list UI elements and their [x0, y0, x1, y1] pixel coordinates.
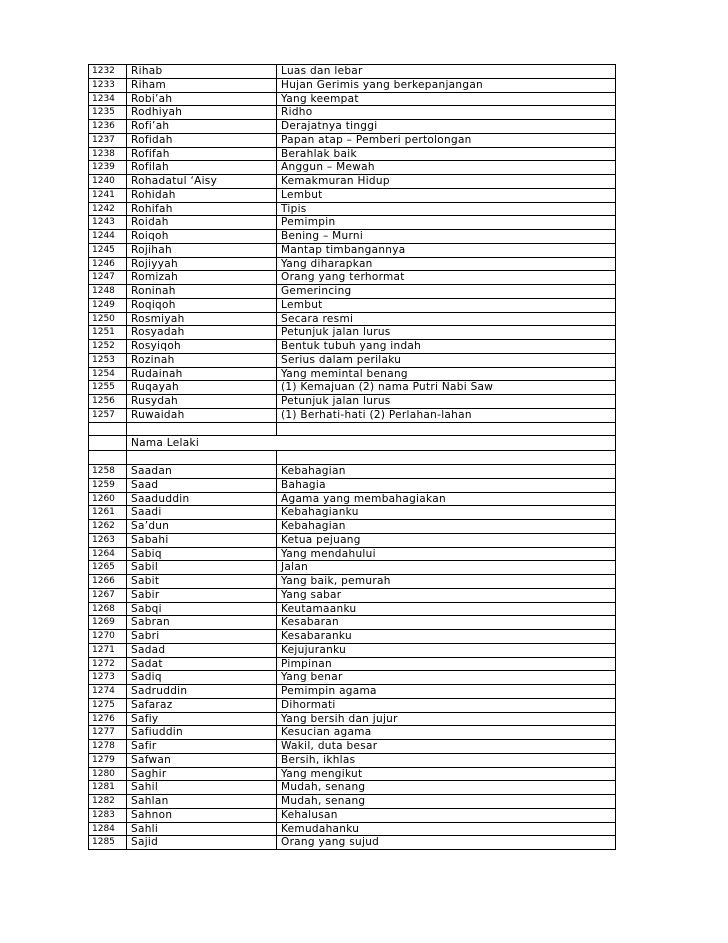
entry-number: 1279: [89, 753, 127, 767]
entry-name: Rodhiyah: [127, 106, 277, 120]
table-row: [89, 285, 616, 299]
entry-number: 1273: [89, 671, 127, 685]
entry-name: Rozinah: [127, 353, 277, 367]
entry-name: Sabri: [127, 630, 277, 644]
entry-meaning: Yang baik, pemurah: [277, 575, 616, 589]
entry-name: Safir: [127, 740, 277, 754]
entry-number: 1281: [89, 781, 127, 795]
entry-meaning: Pemimpin agama: [277, 685, 616, 699]
table-row: [89, 395, 616, 409]
table-row: [89, 698, 616, 712]
entry-name: Ruwaidah: [127, 408, 277, 422]
blank-row: [89, 422, 616, 436]
entry-meaning: Gemerincing: [277, 285, 616, 299]
entry-name: Rohifah: [127, 202, 277, 216]
entry-name: Rohidah: [127, 188, 277, 202]
blank-row: [89, 451, 616, 465]
entry-name: Rofidah: [127, 133, 277, 147]
table-row: [89, 520, 616, 534]
entry-number: 1260: [89, 492, 127, 506]
entry-name: Sabiq: [127, 547, 277, 561]
entry-name: Roninah: [127, 285, 277, 299]
table-row: [89, 561, 616, 575]
table-row: [89, 381, 616, 395]
entry-name: Saghir: [127, 767, 277, 781]
entry-number: 1236: [89, 120, 127, 134]
entry-number: 1256: [89, 395, 127, 409]
entry-number: 1243: [89, 216, 127, 230]
entry-meaning: Kemudahanku: [277, 822, 616, 836]
entry-meaning: Serius dalam perilaku: [277, 353, 616, 367]
entry-meaning: Bersih, ikhlas: [277, 753, 616, 767]
entry-name: Sabqi: [127, 602, 277, 616]
table-row: [89, 630, 616, 644]
entry-name: Roqiqoh: [127, 298, 277, 312]
entry-number: 1241: [89, 188, 127, 202]
entry-number: 1276: [89, 712, 127, 726]
entry-meaning: (1) Berhati-hati (2) Perlahan-lahan: [277, 408, 616, 422]
entry-number: 1234: [89, 92, 127, 106]
table-row: [89, 353, 616, 367]
section-heading-row: [89, 436, 616, 451]
entry-meaning: Ridho: [277, 106, 616, 120]
entry-meaning: Jalan: [277, 561, 616, 575]
entry-number: 1255: [89, 381, 127, 395]
blank-cell: [127, 422, 277, 436]
table-row: [89, 133, 616, 147]
table-row: [89, 340, 616, 354]
entry-meaning: Wakil, duta besar: [277, 740, 616, 754]
entry-meaning: Derajatnya tinggi: [277, 120, 616, 134]
entry-meaning: Bening – Murni: [277, 230, 616, 244]
table-row: [89, 616, 616, 630]
table-row: [89, 243, 616, 257]
entry-name: Rofifah: [127, 147, 277, 161]
entry-name: Safiy: [127, 712, 277, 726]
entry-name: Rusydah: [127, 395, 277, 409]
entry-name: Sabahi: [127, 533, 277, 547]
table-row: [89, 161, 616, 175]
entry-meaning: Agama yang membahagiakan: [277, 492, 616, 506]
entry-name: Rojiyyah: [127, 257, 277, 271]
table-row: [89, 588, 616, 602]
entry-name: Ruqayah: [127, 381, 277, 395]
entry-name: Sadat: [127, 657, 277, 671]
entry-name: Robi’ah: [127, 92, 277, 106]
names-table-body: [89, 65, 616, 850]
entry-number: 1248: [89, 285, 127, 299]
table-row: [89, 106, 616, 120]
entry-name: Riham: [127, 78, 277, 92]
entry-number: 1280: [89, 767, 127, 781]
entry-name: Rofi’ah: [127, 120, 277, 134]
table-row: [89, 712, 616, 726]
entry-meaning: Yang mengikut: [277, 767, 616, 781]
entry-meaning: Bahagia: [277, 478, 616, 492]
entry-number: 1233: [89, 78, 127, 92]
entry-meaning: Pemimpin: [277, 216, 616, 230]
table-row: [89, 492, 616, 506]
entry-meaning: Mudah, senang: [277, 795, 616, 809]
entry-number: 1246: [89, 257, 127, 271]
entry-number: 1267: [89, 588, 127, 602]
table-row: [89, 643, 616, 657]
blank-cell: [89, 436, 127, 451]
section-heading: Nama Lelaki: [127, 436, 616, 451]
entry-name: Rojihah: [127, 243, 277, 257]
blank-cell: [127, 451, 277, 465]
table-row: [89, 326, 616, 340]
entry-number: 1251: [89, 326, 127, 340]
entry-number: 1239: [89, 161, 127, 175]
entry-number: 1250: [89, 312, 127, 326]
entry-name: Rosmiyah: [127, 312, 277, 326]
entry-meaning: Ketua pejuang: [277, 533, 616, 547]
entry-number: 1271: [89, 643, 127, 657]
entry-meaning: Orang yang sujud: [277, 836, 616, 850]
entry-name: Sajid: [127, 836, 277, 850]
entry-name: Rosyadah: [127, 326, 277, 340]
entry-meaning: Papan atap – Pemberi pertolongan: [277, 133, 616, 147]
table-row: [89, 478, 616, 492]
entry-name: Sabran: [127, 616, 277, 630]
entry-number: 1278: [89, 740, 127, 754]
entry-name: Rohadatul ‘Aisy: [127, 175, 277, 189]
entry-meaning: Kesabaranku: [277, 630, 616, 644]
table-row: [89, 671, 616, 685]
table-row: [89, 367, 616, 381]
table-row: [89, 465, 616, 479]
entry-number: 1277: [89, 726, 127, 740]
entry-name: Rihab: [127, 65, 277, 79]
entry-meaning: Petunjuk jalan lurus: [277, 326, 616, 340]
entry-name: Romizah: [127, 271, 277, 285]
entry-meaning: Kebahagian: [277, 465, 616, 479]
table-row: [89, 408, 616, 422]
table-row: [89, 657, 616, 671]
entry-meaning: Petunjuk jalan lurus: [277, 395, 616, 409]
table-row: [89, 547, 616, 561]
entry-name: Sadruddin: [127, 685, 277, 699]
table-row: [89, 230, 616, 244]
entry-number: 1232: [89, 65, 127, 79]
entry-name: Sahli: [127, 822, 277, 836]
entry-number: 1258: [89, 465, 127, 479]
table-row: [89, 78, 616, 92]
entry-number: 1238: [89, 147, 127, 161]
entry-name: Roidah: [127, 216, 277, 230]
entry-name: Safiuddin: [127, 726, 277, 740]
table-row: [89, 836, 616, 850]
entry-meaning: Yang mendahului: [277, 547, 616, 561]
table-row: [89, 147, 616, 161]
table-row: [89, 753, 616, 767]
blank-cell: [277, 451, 616, 465]
entry-number: 1257: [89, 408, 127, 422]
entry-number: 1284: [89, 822, 127, 836]
entry-name: Rofilah: [127, 161, 277, 175]
entry-number: 1252: [89, 340, 127, 354]
entry-number: 1263: [89, 533, 127, 547]
entry-meaning: Yang memintal benang: [277, 367, 616, 381]
entry-meaning: Kehalusan: [277, 808, 616, 822]
entry-number: 1261: [89, 506, 127, 520]
entry-name: Sahil: [127, 781, 277, 795]
entry-name: Saadan: [127, 465, 277, 479]
entry-number: 1283: [89, 808, 127, 822]
entry-meaning: Yang keempat: [277, 92, 616, 106]
table-row: [89, 822, 616, 836]
table-row: [89, 202, 616, 216]
entry-name: Safwan: [127, 753, 277, 767]
entry-meaning: Kemakmuran Hidup: [277, 175, 616, 189]
entry-number: 1237: [89, 133, 127, 147]
entry-number: 1253: [89, 353, 127, 367]
blank-cell: [277, 422, 616, 436]
entry-name: Sabil: [127, 561, 277, 575]
entry-name: Sadiq: [127, 671, 277, 685]
entry-number: 1262: [89, 520, 127, 534]
entry-name: Sahlan: [127, 795, 277, 809]
table-row: [89, 795, 616, 809]
entry-number: 1259: [89, 478, 127, 492]
entry-number: 1269: [89, 616, 127, 630]
table-row: [89, 602, 616, 616]
blank-cell: [89, 451, 127, 465]
entry-meaning: Dihormati: [277, 698, 616, 712]
entry-meaning: Kebahagian: [277, 520, 616, 534]
entry-meaning: Secara resmi: [277, 312, 616, 326]
table-row: [89, 257, 616, 271]
entry-number: 1268: [89, 602, 127, 616]
entry-number: 1245: [89, 243, 127, 257]
entry-name: Sa’dun: [127, 520, 277, 534]
table-row: [89, 271, 616, 285]
entry-number: 1247: [89, 271, 127, 285]
entry-number: 1282: [89, 795, 127, 809]
entry-meaning: Pimpinan: [277, 657, 616, 671]
table-row: [89, 767, 616, 781]
entry-number: 1274: [89, 685, 127, 699]
entry-meaning: Mantap timbangannya: [277, 243, 616, 257]
table-row: [89, 740, 616, 754]
entry-name: Roiqoh: [127, 230, 277, 244]
entry-meaning: Kesucian agama: [277, 726, 616, 740]
entry-number: 1266: [89, 575, 127, 589]
table-row: [89, 65, 616, 79]
entry-meaning: Yang sabar: [277, 588, 616, 602]
entry-meaning: Yang benar: [277, 671, 616, 685]
entry-name: Safaraz: [127, 698, 277, 712]
table-row: [89, 216, 616, 230]
entry-meaning: Lembut: [277, 188, 616, 202]
table-row: [89, 298, 616, 312]
table-row: [89, 685, 616, 699]
table-row: [89, 312, 616, 326]
entry-meaning: Kesabaran: [277, 616, 616, 630]
entry-number: 1272: [89, 657, 127, 671]
entry-meaning: Hujan Gerimis yang berkepanjangan: [277, 78, 616, 92]
entry-name: Sadad: [127, 643, 277, 657]
table-row: [89, 726, 616, 740]
entry-name: Saad: [127, 478, 277, 492]
entry-meaning: Lembut: [277, 298, 616, 312]
entry-number: 1244: [89, 230, 127, 244]
table-row: [89, 506, 616, 520]
entry-meaning: Yang bersih dan jujur: [277, 712, 616, 726]
entry-number: 1265: [89, 561, 127, 575]
table-row: [89, 120, 616, 134]
entry-number: 1275: [89, 698, 127, 712]
entry-number: 1240: [89, 175, 127, 189]
entry-name: Sabit: [127, 575, 277, 589]
table-row: [89, 175, 616, 189]
blank-cell: [89, 422, 127, 436]
entry-meaning: Tipis: [277, 202, 616, 216]
table-row: [89, 533, 616, 547]
table-row: [89, 575, 616, 589]
entry-number: 1264: [89, 547, 127, 561]
entry-meaning: Orang yang terhormat: [277, 271, 616, 285]
names-table: [88, 64, 616, 850]
table-row: [89, 188, 616, 202]
entry-name: Rudainah: [127, 367, 277, 381]
entry-number: 1249: [89, 298, 127, 312]
entry-meaning: Anggun – Mewah: [277, 161, 616, 175]
entry-meaning: Kebahagianku: [277, 506, 616, 520]
entry-number: 1254: [89, 367, 127, 381]
entry-meaning: Kejujuranku: [277, 643, 616, 657]
table-row: [89, 808, 616, 822]
entry-name: Saaduddin: [127, 492, 277, 506]
entry-meaning: Berahlak baik: [277, 147, 616, 161]
entry-meaning: Keutamaanku: [277, 602, 616, 616]
entry-name: Sahnon: [127, 808, 277, 822]
entry-name: Rosyiqoh: [127, 340, 277, 354]
entry-number: 1235: [89, 106, 127, 120]
entry-number: 1285: [89, 836, 127, 850]
table-row: [89, 92, 616, 106]
entry-number: 1242: [89, 202, 127, 216]
entry-name: Sabir: [127, 588, 277, 602]
entry-name: Saadi: [127, 506, 277, 520]
entry-meaning: Mudah, senang: [277, 781, 616, 795]
table-row: [89, 781, 616, 795]
entry-number: 1270: [89, 630, 127, 644]
entry-meaning: Yang diharapkan: [277, 257, 616, 271]
entry-meaning: Luas dan lebar: [277, 65, 616, 79]
entry-meaning: (1) Kemajuan (2) nama Putri Nabi Saw: [277, 381, 616, 395]
entry-meaning: Bentuk tubuh yang indah: [277, 340, 616, 354]
